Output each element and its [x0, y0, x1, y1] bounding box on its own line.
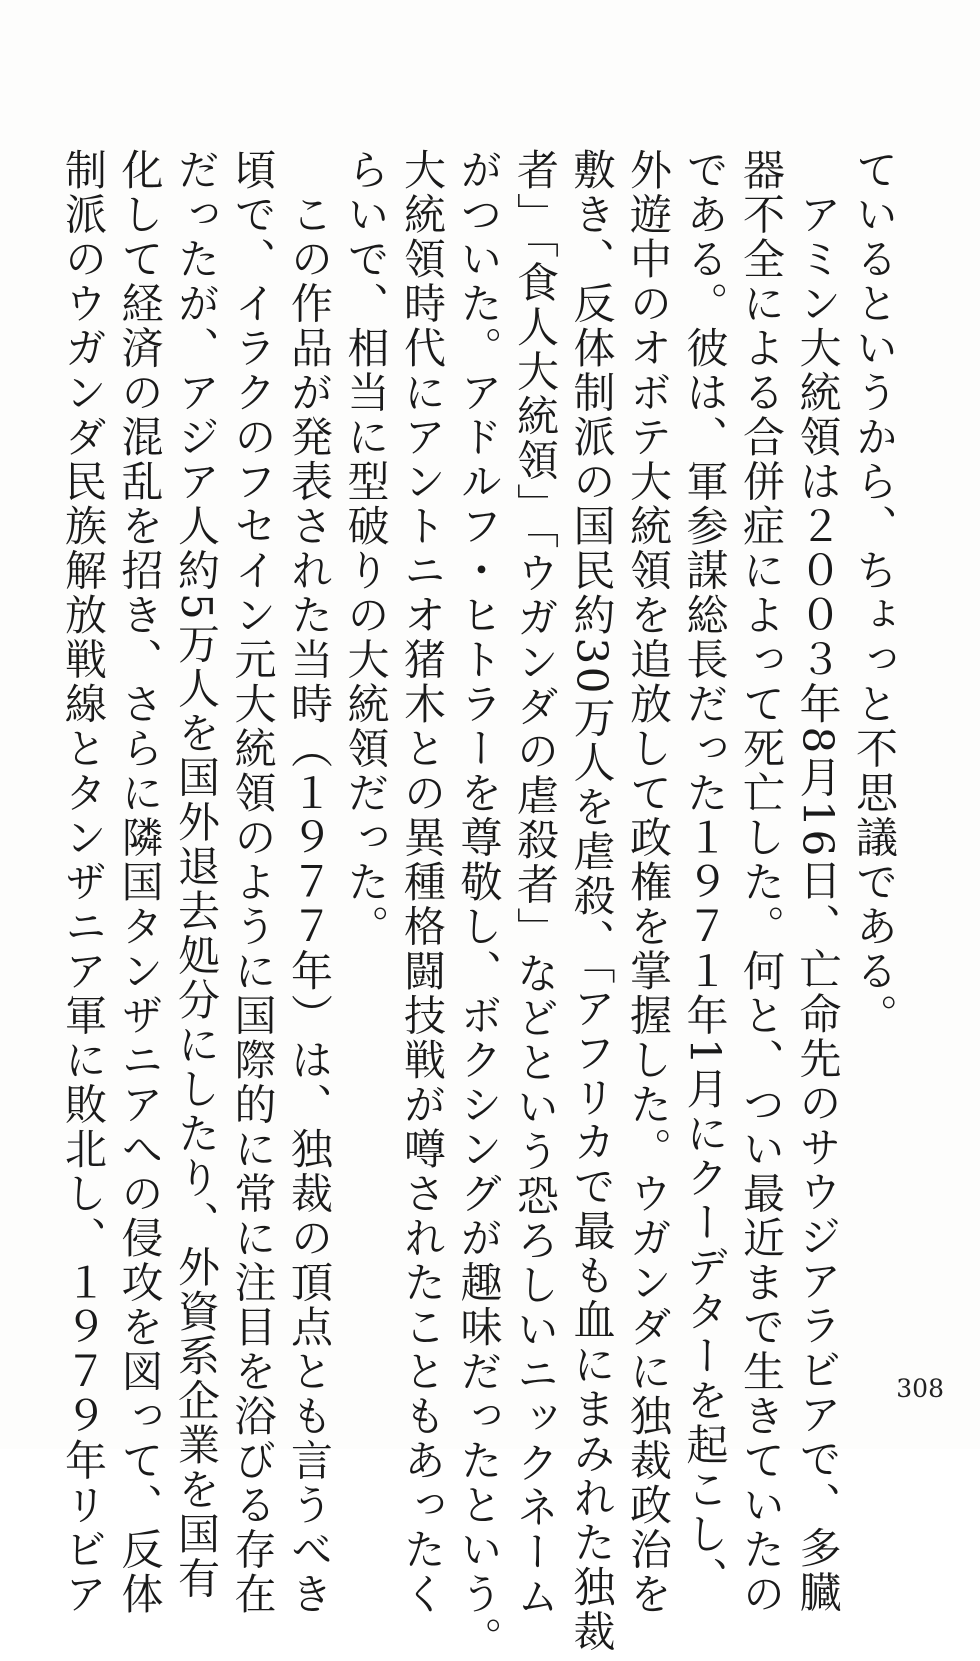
text-line-11: この作品が発表された当時（１９７７年）は、独裁の頂点とも言うべき	[285, 148, 334, 1617]
text-line-10: らいで、相当に型破りの大統領だった。	[341, 148, 391, 949]
text-line-4: である。彼は、軍参謀総長だった１９７１年1月にクーデターを起こし、	[680, 148, 730, 1602]
text-line-14: 化して経済の混乱を招き、さらに隣国タンザニアへの侵攻を図って、反体	[115, 148, 165, 1617]
text-line-8: がついた。アドルフ・ヒトラーを尊敬し、ボクシングが趣味だったという。	[454, 148, 504, 1661]
text-line-7: 者」「食人大統領」「ウガンダの虐殺者」などという恐ろしいニックネーム	[511, 148, 560, 1619]
text-line-12: 頃で、イラクのフセイン元大統領のように国際的に常に注目を浴びる存在	[228, 148, 278, 1617]
vertical-text-block	[55, 148, 903, 1661]
text-line-3: 器不全による合併症によって死亡した。何と、つい最近まで生きていたの	[737, 148, 786, 1617]
text-line-15: 制派のウガンダ民族解放戦線とタンザニア軍に敗北し、１９７９年リビア	[59, 148, 108, 1617]
page-number: 308	[896, 1374, 944, 1403]
text-line-6: 敷き、反体制派の国民約30万人を虐殺、「アフリカで最も血にまみれた独裁	[567, 148, 617, 1654]
text-line-1: ているというから、ちょっと不思議である。	[850, 148, 899, 1038]
text-line-2: アミン大統領は２００３年8月16日、亡命先のサウジアラビアで、多臓	[793, 148, 843, 1616]
text-line-13: だったが、アジア人約5万人を国外退去処分にしたり、外資系企業を国有	[172, 148, 221, 1602]
text-line-9: 大統領時代にアントニオ猪木との異種格闘技戦が噂されたこともあったく	[398, 148, 447, 1617]
text-line-5: 外遊中のオボテ大統領を追放して政権を掌握した。ウガンダに独裁政治を	[624, 148, 673, 1617]
